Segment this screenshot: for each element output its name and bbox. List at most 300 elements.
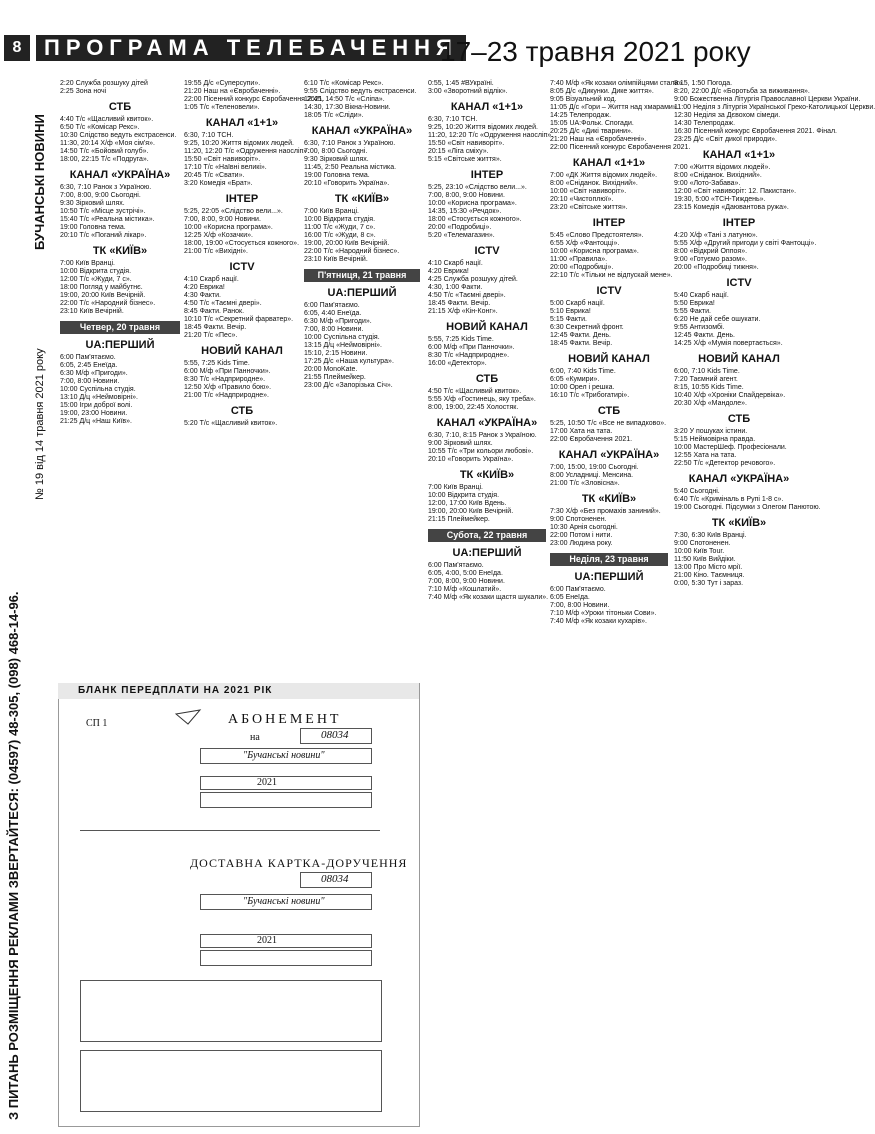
day-banner: Четвер, 20 травня xyxy=(60,321,180,334)
program-line: 6:30 Секретний фронт. xyxy=(550,324,624,331)
program-line: 7:00, 8:00 Новини. xyxy=(304,326,364,333)
program-line: 19:00, 20:00 Київ Вечірній. xyxy=(60,292,146,299)
program-line: 10:00 Суспільна студія. xyxy=(60,386,136,393)
program-line: 6:00 Пам'ятаємо. xyxy=(550,586,606,593)
channel-heading: СТБ xyxy=(597,405,621,417)
channel-heading: СТБ xyxy=(727,413,751,425)
program-line: 21:00 Т/с «Зловісна». xyxy=(550,480,620,487)
program-line: 13:00 Про Місто мрії. xyxy=(674,564,743,571)
program-line: 18:00, 22:15 Т/с «Подруга». xyxy=(60,156,149,163)
channel-heading: ICTV xyxy=(229,261,255,273)
program-line: 15:00 Ігри доброї волі. xyxy=(60,402,133,409)
program-line: 7:00, 8:00 Новини. xyxy=(550,602,610,609)
channel-heading: ТК «КИЇВ» xyxy=(711,517,767,529)
program-line: 12:00 Т/с «Жуди, 7 с». xyxy=(60,276,132,283)
program-line: 8:20, 22:00 Д/с «Боротьба за виживання». xyxy=(674,88,810,95)
program-line: 9:25, 10:20 Життя відомих людей. xyxy=(428,124,538,131)
program-line: 21:15 Плеймейкер. xyxy=(428,516,490,523)
program-line: 7:10 М/ф «Кошлатий». xyxy=(428,586,502,593)
program-line: 2:25 Зона ночі xyxy=(60,88,107,95)
channel-heading: ІНТЕР xyxy=(592,217,626,229)
program-line: 10:50 Т/с «Місце зустрічі». xyxy=(60,208,146,215)
program-line: 4:10 Скарб нації. xyxy=(428,260,483,267)
program-line: 18:45 Факти. Вечір. xyxy=(550,340,613,347)
program-line: 10:40 Х/ф «Хроніки Спайдервіка». xyxy=(674,392,786,399)
page-title: ПРОГРАМА ТЕЛЕБАЧЕННЯ xyxy=(36,35,466,61)
program-line: 10:30 Арнія сьогодні. xyxy=(550,524,618,531)
year-value: 2021 xyxy=(257,777,277,788)
tv-column-1 xyxy=(60,80,180,676)
program-line: 22:00 Пісенний конкурс Євробачення 2021. xyxy=(184,96,325,103)
program-line: 4:50 Т/с «Таємні двері». xyxy=(428,292,506,299)
program-line: 18:00 «Стосується кожного». xyxy=(428,216,522,223)
channel-heading: КАНАЛ «1+1» xyxy=(205,117,279,129)
program-line: 23:25 Д/с «Світ дикої природи». xyxy=(674,136,777,143)
program-line: 12:45 Факти. День. xyxy=(550,332,611,339)
program-line: 6:00 Пам'ятаємо. xyxy=(428,562,484,569)
program-line: 7:00, 15:00, 19:00 Сьогодні. xyxy=(550,464,639,471)
program-line: 22:00 Євробачення 2021. xyxy=(550,436,633,443)
program-line: 15:10, 2:15 Новини. xyxy=(304,350,368,357)
program-line: 4:20 Еврика! xyxy=(184,284,225,291)
channel-heading: ІНТЕР xyxy=(722,217,756,229)
address-box xyxy=(80,812,380,831)
program-line: 5:25, 22:05 «Слідство вели...». xyxy=(184,208,283,215)
program-line: 6:05 «Кумири». xyxy=(550,376,600,383)
program-line: 14:50 Т/с «Бойовий голуб». xyxy=(60,148,149,155)
program-line: 10:10 Т/с «Секретний фарватер». xyxy=(184,316,294,323)
program-line: 9:00 Спотоненен. xyxy=(550,516,607,523)
program-line: 11:00 Т/с «Жуди, 7 с». xyxy=(304,224,376,231)
program-line: 8:45 Факти. Ранок. xyxy=(184,308,245,315)
program-line: 16:10 Т/с «Трибогатирі». xyxy=(550,392,630,399)
program-line: 6:10 Т/с «Комісар Рекс». xyxy=(304,80,384,87)
program-line: 20:10 «Говорить Україна». xyxy=(304,180,390,187)
index-label: на xyxy=(250,732,260,743)
program-line: 7:30 Х/ф «Без промахів заниний». xyxy=(550,508,661,515)
program-line: 15:50 «Світ навиворіт». xyxy=(184,156,261,163)
channel-heading: НОВИЙ КАНАЛ xyxy=(568,353,650,365)
program-line: 21:25 Д/ц «Наш Київ». xyxy=(60,418,132,425)
program-line: 20:00 «Подробиці». xyxy=(550,264,614,271)
program-line: 5:10 Еврика! xyxy=(550,308,591,315)
program-line: 9:00 «Лото-Забава». xyxy=(674,180,741,187)
program-line: 7:00, 8:00, 9:00 Новини. xyxy=(428,192,505,199)
program-line: 18:45 Факти. Вечір. xyxy=(428,300,491,307)
program-line: 6:30, 7:10, 8:15 Ранок з Україною. xyxy=(428,432,537,439)
channel-heading: НОВИЙ КАНАЛ xyxy=(698,353,780,365)
envelope-logo xyxy=(176,710,200,726)
program-line: 6:55 Х/ф «Фантоцці». xyxy=(550,240,620,247)
program-line: 10:00 «Корисна програма». xyxy=(184,224,273,231)
program-line: 20:25 Д/с «Дикі тварини». xyxy=(550,128,633,135)
channel-heading: ТК «КИЇВ» xyxy=(334,193,390,205)
program-line: 10:00 Відкрита студія. xyxy=(304,216,376,223)
program-line: 7:00, 8:00, 9:00 Новини. xyxy=(428,578,505,585)
program-line: 6:00 Пам'ятаємо. xyxy=(304,302,360,309)
program-line: 10:00 «Корисна програма». xyxy=(428,200,517,207)
card-paper-name: "Бучанські новини" xyxy=(243,896,325,907)
index-value: 08034 xyxy=(321,729,349,741)
program-line: 13:10 Д/ц «Неймовірні». xyxy=(60,394,138,401)
program-line: 9:55 Антизомбі. xyxy=(674,324,725,331)
program-line: 11:20, 12:20 Т/с «Одруження наосліп». xyxy=(428,132,554,139)
channel-heading: КАНАЛ «УКРАЇНА» xyxy=(558,449,660,461)
day-banner: Неділя, 23 травня xyxy=(550,553,668,566)
program-line: 5:55 Х/ф «Гостинець, яку треба». xyxy=(428,396,536,403)
subscription-form-title: БЛАНК ПЕРЕДПЛАТИ НА 2021 РІК xyxy=(58,683,419,699)
channel-heading: UA:ПЕРШИЙ xyxy=(85,339,155,351)
program-line: 6:00 М/ф «При Панночки». xyxy=(428,344,515,351)
channel-heading: КАНАЛ «УКРАЇНА» xyxy=(436,417,538,429)
year-box xyxy=(200,776,372,790)
program-line: 11:05 Д/с «Гори – Життя над хмарами». xyxy=(550,104,679,111)
program-line: 18:45 Факти. Вечір. xyxy=(184,324,247,331)
program-line: 5:55 Факти. xyxy=(674,308,711,315)
program-line: 10:00 Суспільна студія. xyxy=(304,334,380,341)
program-line: 14:35, 15:30 «Речдок». xyxy=(428,208,502,215)
program-line: 5:55 Х/ф «Другий пригоди у світі Фантоцці». xyxy=(674,240,817,247)
program-line: 12:00 «Світ навиворіт: 12. Пакистан». xyxy=(674,188,797,195)
program-line: 9:00 Спотоненен. xyxy=(674,540,731,547)
channel-heading: КАНАЛ «1+1» xyxy=(572,157,646,169)
program-line: 5:55, 7:25 Kids Time. xyxy=(428,336,494,343)
day-banner: П'ятниця, 21 травня xyxy=(304,269,420,282)
program-line: 7:00, 8:00, 9:00 Новини. xyxy=(184,216,261,223)
program-line: 5:25, 23:10 «Слідство вели...». xyxy=(428,184,527,191)
program-line: 0:00, 5:30 Тут і зараз. xyxy=(674,580,744,587)
program-line: 3:20 У пошуках істини. xyxy=(674,428,748,435)
program-line: 23:15 Комедія «Даювантова ружа». xyxy=(674,204,789,211)
channel-heading: КАНАЛ «1+1» xyxy=(702,149,776,161)
date-range: 17–23 травня 2021 року xyxy=(440,36,751,67)
channel-heading: КАНАЛ «1+1» xyxy=(450,101,524,113)
program-line: 10:00 Орел і решка. xyxy=(550,384,615,391)
program-line: 7:00, 8:00 Сьогодні. xyxy=(304,148,368,155)
program-line: 7:40 М/ф «Як козаки олімпійцями стали». xyxy=(550,80,685,87)
program-line: 8:30 Т/с «Надприродне». xyxy=(184,376,266,383)
program-line: 5:15 Факти. xyxy=(550,316,587,323)
program-line: 10:30 Слідство ведуть екстрасенси. xyxy=(60,132,177,139)
paper-name-box xyxy=(200,748,372,764)
program-line: 19:00, 20:00 Київ Вечірній. xyxy=(304,240,390,247)
program-line: 19:00 Головна тема. xyxy=(60,224,126,231)
program-line: 20:00 MonoKate. xyxy=(304,366,358,373)
program-line: 16:00 Т/с «Жуди, 8 с». xyxy=(304,232,376,239)
program-line: 19:00, 20:00 Київ Вечірній. xyxy=(428,508,514,515)
program-line: 7:10 М/ф «Уроки тітоньки Сови». xyxy=(550,610,657,617)
day-banner: Субота, 22 травня xyxy=(428,529,546,542)
program-line: 10:00 Відкрита студія. xyxy=(60,268,132,275)
index-box xyxy=(300,728,372,744)
program-line: 12:45 Факти. День. xyxy=(674,332,735,339)
program-line: 20:10 Т/с «Поганий лікар». xyxy=(60,232,147,239)
program-line: 7:00 «Життя відомих людей». xyxy=(674,164,771,171)
program-line: 22:10 Т/с «Тільки не відпускай мене». xyxy=(550,272,673,279)
program-line: 4:20 Х/ф «Тані з латуню». xyxy=(674,232,758,239)
program-line: 6:20 Не дай себе ошукати. xyxy=(674,316,761,323)
program-line: 23:00 Людина року. xyxy=(550,540,613,547)
program-line: 14:30 Телепродаж. xyxy=(674,120,736,127)
channel-heading: ТК «КИЇВ» xyxy=(581,493,637,505)
form-code: СП 1 xyxy=(86,718,108,729)
program-line: 22:50 Т/с «Детектор речового». xyxy=(674,460,776,467)
program-line: 6:05 Енеїда. xyxy=(550,594,590,601)
program-line: 21:00 Кіно. Таємниця. xyxy=(674,572,745,579)
program-line: 17:25 Д/с «Наша культура». xyxy=(304,358,394,365)
program-line: 6:30 М/ф «Пригоди». xyxy=(304,318,372,325)
program-line: 6:05, 2:45 Енеїда. xyxy=(60,362,118,369)
channel-heading: КАНАЛ «УКРАЇНА» xyxy=(311,125,413,137)
program-line: 20:45 Т/с «Свати». xyxy=(184,172,245,179)
program-line: 14:25 Телепродаж. xyxy=(550,112,612,119)
program-line: 22:00 Пісенний конкурс Євробачення 2021. xyxy=(550,144,691,151)
card-index-box xyxy=(300,872,372,888)
program-line: 6:30, 7:10 ТСН. xyxy=(428,116,478,123)
program-line: 4:30, 1:00 Факти. xyxy=(428,284,483,291)
program-line: 20:10 «Чистоплюї». xyxy=(550,196,614,203)
channel-heading: СТБ xyxy=(230,405,254,417)
program-line: 5:15 «Світське життя». xyxy=(428,156,502,163)
program-line: 9:25, 10:20 Життя відомих людей. xyxy=(184,140,294,147)
program-line: 10:55 Т/с «Три кольори любові». xyxy=(428,448,534,455)
tv-column-4 xyxy=(428,80,554,1120)
program-line: 8:30 Т/с «Надприродне». xyxy=(428,352,510,359)
program-line: 10:00 Київ Tour. xyxy=(674,548,725,555)
program-line: 8:05 Д/с «Дикунки. Дике життя». xyxy=(550,88,654,95)
program-line: 0:55, 1:45 #ВУкраїні. xyxy=(428,80,494,87)
program-line: 6:50 Т/с «Комісар Рекс». xyxy=(60,124,140,131)
program-line: 7:20 Таємний агент. xyxy=(674,376,738,383)
ads-contact: З ПИТАНЬ РОЗМІЩЕННЯ РЕКЛАМИ ЗВЕРТАЙТЕСЯ: (04597) 48-305, (098) 468-14-96. xyxy=(6,591,21,1120)
program-line: 14:25 Х/ф «Мумія повертається». xyxy=(674,340,783,347)
tv-column-6 xyxy=(674,80,875,1120)
program-line: 7:00 Київ Вранці. xyxy=(60,260,115,267)
card-year-value: 2021 xyxy=(257,935,277,946)
channel-heading: ТК «КИЇВ» xyxy=(459,469,515,481)
card-index-value: 08034 xyxy=(321,873,349,885)
program-line: 22:00 Т/с «Народний бізнес». xyxy=(60,300,156,307)
channel-heading: ІНТЕР xyxy=(470,169,504,181)
program-line: 11:30, 20:14 Х/ф «Моя сім'я». xyxy=(60,140,155,147)
program-line: 6:40 Т/с «Криміналь в Рупі 1-8 с». xyxy=(674,496,784,503)
program-line: 4:40 Т/с «Щасливий квиток». xyxy=(60,116,154,123)
program-line: 9:00 Божественна Літургія Православної Церкви України. xyxy=(674,96,861,103)
program-line: 9:55 Слідство ведуть екстрасенси. xyxy=(304,88,417,95)
program-line: 1:05 Т/с «Теленовели». xyxy=(184,104,260,111)
envelope-icon xyxy=(176,710,200,726)
program-line: 20:10 «Говорить Україна». xyxy=(428,456,514,463)
program-line: 4:20 Еврика! xyxy=(428,268,469,275)
program-line: 5:20 «Телемагазин». xyxy=(428,232,495,239)
channel-heading: ICTV xyxy=(726,277,752,289)
channel-heading: ICTV xyxy=(474,245,500,257)
program-line: 7:40 М/ф «Як козаки щастя шукали». xyxy=(428,594,549,601)
program-line: 11:45, 2:50 Реальна містика. xyxy=(304,164,397,171)
program-line: 5:45 «Слово Предстоятеля». xyxy=(550,232,644,239)
program-line: 18:00 Погляд у майбутнє. xyxy=(60,284,143,291)
program-line: 3:20 Комедія «Брат». xyxy=(184,180,253,187)
card-year-box xyxy=(200,934,372,948)
channel-heading: НОВИЙ КАНАЛ xyxy=(446,321,528,333)
program-line: 4:50 Т/с «Таємні двері». xyxy=(184,300,262,307)
channel-heading: ТК «КИЇВ» xyxy=(92,245,148,257)
program-line: 12:25 Х/ф «Козачки». xyxy=(184,232,253,239)
program-line: 7:00 Київ Вранці. xyxy=(304,208,359,215)
program-line: 4:50 Т/с «Щасливий квиток». xyxy=(428,388,522,395)
card-paper-box xyxy=(200,894,372,910)
program-line: 19:00, 23:00 Новини. xyxy=(60,410,128,417)
program-line: 15:50 «Світ навиворіт». xyxy=(428,140,505,147)
program-line: 23:10 Київ Вечірній. xyxy=(304,256,368,263)
program-line: 9:00 «Готуємо разом». xyxy=(674,256,747,263)
program-line: 6:00, 7:40 Kids Time. xyxy=(550,368,616,375)
program-line: 5:50 Еврика! xyxy=(674,300,715,307)
channel-heading: КАНАЛ «УКРАЇНА» xyxy=(688,473,790,485)
program-line: 15:40 Т/с «Реальна містика». xyxy=(60,216,155,223)
program-line: 9:05 Візуальний код. xyxy=(550,96,617,103)
card-months-grid xyxy=(200,950,372,966)
channel-heading: СТБ xyxy=(475,373,499,385)
program-line: 9:30 Зірковий шлях. xyxy=(304,156,369,163)
program-line: 21:15 Х/ф «Кін-Конг». xyxy=(428,308,498,315)
program-line: 11:00 Неділя з Літургія Української Греко-Католицької Церкви. xyxy=(674,104,875,111)
program-line: 7:30, 6:30 Київ Вранці. xyxy=(674,532,747,539)
program-line: 7:00 «ДК Життя відомих людей». xyxy=(550,172,658,179)
program-line: 21:20 Наш на «Євробаченні». xyxy=(184,88,281,95)
paper-name: "Бучанські новини" xyxy=(243,750,325,761)
program-line: 4:25 Служба розшуку дітей. xyxy=(428,276,518,283)
program-line: 18:00, 19:00 «Стосується кожного». xyxy=(184,240,300,247)
program-line: 21:55 Плеймейкер. xyxy=(304,374,366,381)
program-line: 6:00 Пам'ятаємо. xyxy=(60,354,116,361)
program-line: 17:00 Хата на тата. xyxy=(550,428,613,435)
program-line: 15:05 UA:Фольк. Спогади. xyxy=(550,120,634,127)
program-line: 13:15 Д/ц «Неймовірні». xyxy=(304,342,382,349)
delivery-card-heading: ДОСТАВНА КАРТКА-ДОРУЧЕННЯ xyxy=(190,856,408,870)
program-line: 10:00 МастерШеф. Професіонали. xyxy=(674,444,787,451)
program-line: 10:00 «Корисна програма». xyxy=(550,248,639,255)
program-line: 5:20 Т/с «Щасливий квиток». xyxy=(184,420,278,427)
program-line: 5:40 Сьогодні. xyxy=(674,488,720,495)
program-line: 12:30 Неділя за Дєвохом сімеди. xyxy=(674,112,781,119)
program-line: 6:30 М/ф «Пригоди». xyxy=(60,370,128,377)
program-line: 7:00 Київ Вранці. xyxy=(428,484,483,491)
program-line: 7:00, 8:00 Новини. xyxy=(60,378,120,385)
program-line: 5:15 Неймовірна правда. xyxy=(674,436,756,443)
program-line: 12:45, 14:50 Т/с «Сліпа». xyxy=(304,96,385,103)
program-line: 6:05, 4:00, 5:00 Енеїда. xyxy=(428,570,503,577)
program-line: 23:20 «Світське життя». xyxy=(550,204,628,211)
abonement-heading: АБОНЕМЕНТ xyxy=(228,712,342,727)
program-line: 8:00 «Сніданок. Вихідний». xyxy=(674,172,762,179)
program-line: 11:50 Київ Вийдіки. xyxy=(674,556,736,563)
card-signature-box xyxy=(80,1050,382,1112)
program-line: 10:00 Відкрита студія. xyxy=(428,492,500,499)
program-line: 12:55 Хата на тата. xyxy=(674,452,737,459)
channel-heading: СТБ xyxy=(108,101,132,113)
program-line: 20:00 «Подробиці». xyxy=(428,224,492,231)
program-line: 11:20, 12:20 Т/с «Одруження наосліп». xyxy=(184,148,310,155)
program-line: 6:00, 7:10 Kids Time. xyxy=(674,368,740,375)
program-line: 5:25, 10:50 Т/с «Все не випадково». xyxy=(550,420,667,427)
program-line: 19:30, 5:00 «ТСН-Тиждень». xyxy=(674,196,766,203)
channel-heading: UA:ПЕРШИЙ xyxy=(452,547,522,559)
program-line: 22:00 Потом і нити. xyxy=(550,532,613,539)
tv-column-2 xyxy=(184,80,325,676)
side-issue: № 19 від 14 травня 2021 року xyxy=(34,348,46,500)
program-line: 7:00, 8:00, 9:00 Сьогодні. xyxy=(60,192,141,199)
program-line: 22:00 Т/с «Народний бізнес». xyxy=(304,248,400,255)
program-line: 8:00 «Відкрий Оппоя». xyxy=(674,248,748,255)
page-number: 8 xyxy=(4,35,30,61)
program-line: 16:30 Пісенний конкурс Євробачення 2021. Фінал. xyxy=(674,128,837,135)
months-grid xyxy=(200,792,372,808)
program-line: 23:00 Д/с «Запорізька Січ». xyxy=(304,382,393,389)
program-line: 6:30, 7:10 ТСН. xyxy=(184,132,234,139)
program-line: 14:30, 17:30 Вікна-Новини. xyxy=(304,104,391,111)
program-line: 20:15 «Ліга сміху». xyxy=(428,148,489,155)
program-line: 21:20 Т/с «Пес». xyxy=(184,332,238,339)
program-line: 21:00 Т/с «Надприродне». xyxy=(184,392,269,399)
program-line: 4:30 Факти. xyxy=(184,292,221,299)
program-line: 12:00, 17:00 Київ Вдень. xyxy=(428,500,507,507)
program-line: 19:55 Д/с «Суперсупи». xyxy=(184,80,261,87)
tv-column-5 xyxy=(550,80,691,1120)
program-line: 20:00 «Подробиці тижня». xyxy=(674,264,759,271)
program-line: 5:40 Скарб нації. xyxy=(674,292,729,299)
channel-heading: UA:ПЕРШИЙ xyxy=(574,571,644,583)
program-line: 6:05, 4:40 Енеїда. xyxy=(304,310,362,317)
program-line: 6:30, 7:10 Ранок з Україною. xyxy=(304,140,396,147)
program-line: 4:10 Скарб нації. xyxy=(184,276,239,283)
program-line: 6:00 М/ф «При Панночки». xyxy=(184,368,271,375)
program-line: 3:00 «Зворотний відлік». xyxy=(428,88,508,95)
program-line: 11:00 «Правила». xyxy=(550,256,608,263)
channel-heading: UA:ПЕРШИЙ xyxy=(327,287,397,299)
program-line: 8:15, 1:50 Погода. xyxy=(674,80,733,87)
program-line: 9:30 Зірковий шлях. xyxy=(60,200,125,207)
program-line: 10:00 «Світ навиворіт». xyxy=(550,188,627,195)
channel-heading: НОВИЙ КАНАЛ xyxy=(201,345,283,357)
program-line: 19:00 Головна тема. xyxy=(304,172,370,179)
program-line: 21:20 Наш на «Євробаченні». xyxy=(550,136,647,143)
program-line: 21:00 Т/с «Вихідні». xyxy=(184,248,248,255)
channel-heading: ІНТЕР xyxy=(225,193,259,205)
program-line: 8:00, 19:00, 22:45 Холостяк. xyxy=(428,404,519,411)
program-line: 7:40 М/ф «Як козаки кухарів». xyxy=(550,618,647,625)
program-line: 8:00 Усладниці. Менсина. xyxy=(550,472,634,479)
program-line: 2:20 Служба розшуку дітей xyxy=(60,80,148,87)
program-line: 6:30, 7:10 Ранок з Україною. xyxy=(60,184,152,191)
program-line: 23:10 Київ Вечірній. xyxy=(60,308,124,315)
program-line: 19:00 Сьогодні. Підсумки з Олегом Панютою. xyxy=(674,504,821,511)
program-line: 5:55, 7:25 Kids Time. xyxy=(184,360,250,367)
side-brand: БУЧАНСЬКІ НОВИНИ xyxy=(32,114,47,250)
side-rail xyxy=(30,80,54,1080)
card-address-box xyxy=(80,980,382,1042)
program-line: 8:15, 10:55 Kids Time. xyxy=(674,384,744,391)
channel-heading: ICTV xyxy=(596,285,622,297)
program-line: 20:30 Х/ф «Мандоле». xyxy=(674,400,747,407)
program-line: 18:05 Т/с «Сліди». xyxy=(304,112,364,119)
program-line: 16:00 «Детектор». xyxy=(428,360,487,367)
program-line: 12:50 Х/ф «Правило бою». xyxy=(184,384,272,391)
tv-column-3 xyxy=(304,80,420,676)
program-line: 5:00 Скарб нації. xyxy=(550,300,605,307)
program-line: 17:10 Т/с «Наївні великі». xyxy=(184,164,267,171)
channel-heading: КАНАЛ «УКРАЇНА» xyxy=(69,169,171,181)
